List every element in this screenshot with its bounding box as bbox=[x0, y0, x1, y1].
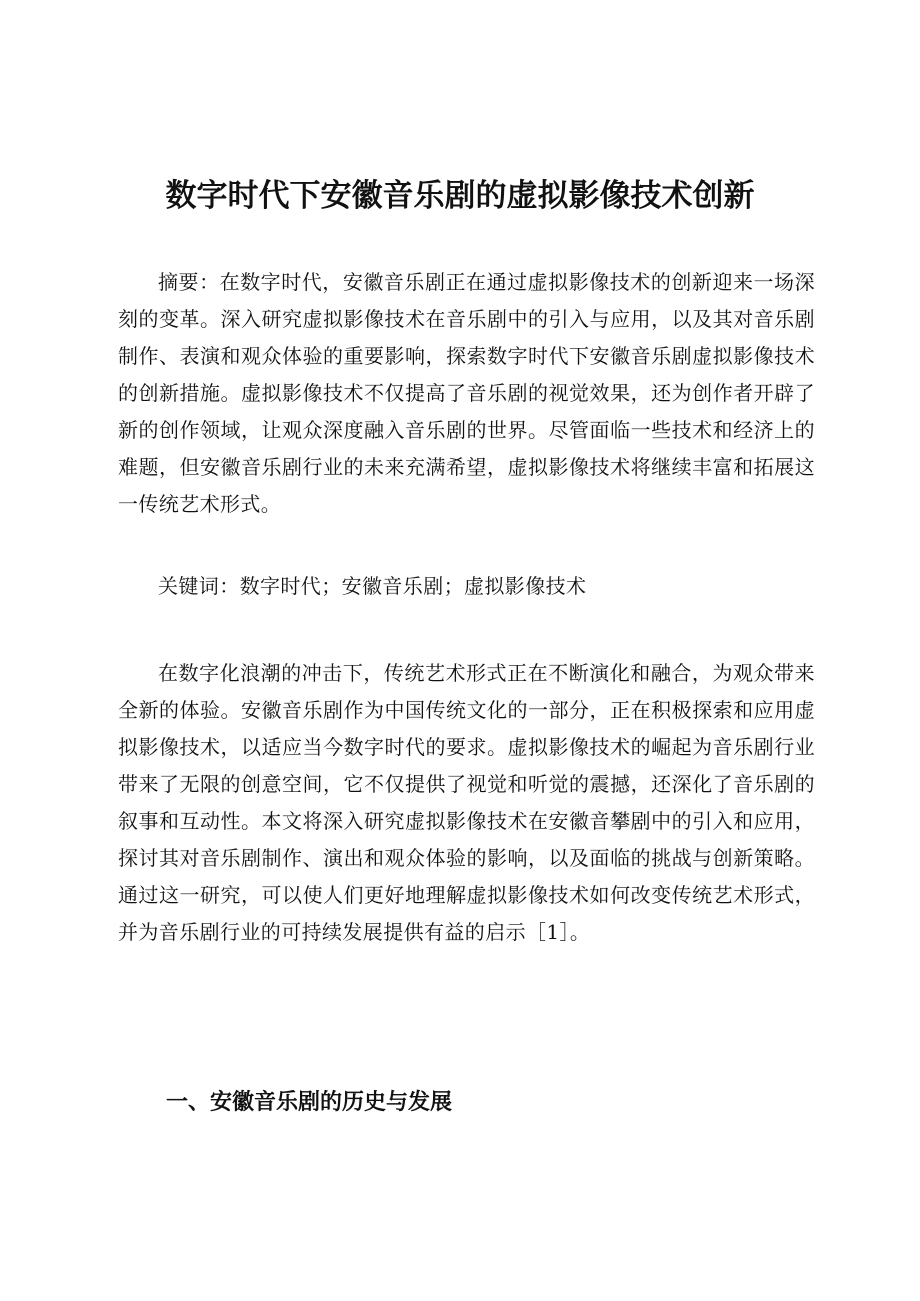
abstract-text: 在数字时代，安徽音乐剧正在通过虚拟影像技术的创新迎来一场深刻的变革。深入研究虚拟影像技术在音乐剧中的引入与应用，以及其对音乐剧制作、表演和观众体验的重要影响，探索数字时代下安徽音乐剧虚拟影像技术的创新措施。虚拟影像技术不仅提高了音乐剧的视觉效果，还为创作者开辟了新的创作领域，让观众深度融入音乐剧的世界。尽管面临一些技术和经济上的难题，但安徽音乐剧行业的未来充满希望，虚拟影像技术将继续丰富和拓展这一传统艺术形式。 bbox=[118, 270, 815, 516]
abstract-label: 摘要： bbox=[158, 270, 220, 294]
document-title: 数字时代下安徽音乐剧的虚拟影像技术创新 bbox=[165, 178, 755, 214]
intro-paragraph: 在数字化浪潮的冲击下，传统艺术形式正在不断演化和融合，为观众带来全新的体验。安徽音乐剧作为中国传统文化的一部分，正在积极探索和应用虚拟影像技术，以适应当今数字时代的要求。虚拟影像技术的崛起为音乐剧行业带来了无限的创意空间，它不仅提供了视觉和听觉的震撼，还深化了音乐剧的叙事和互动性。本文将深入研究虚拟影像技术在安徽音攀剧中的引入和应用，探讨其对音乐剧制作、演出和观众体验的影响，以及面临的挑战与创新策略。通过这一研究，可以使人们更好地理解虚拟影像技术如何改变传统艺术形式，并为音乐剧行业的可持续发展提供有益的启示［1］。 bbox=[118, 661, 815, 944]
keywords-paragraph bbox=[118, 568, 815, 605]
section-heading: 一、安徽音乐剧的历史与发展 bbox=[166, 1090, 453, 1115]
keywords-text: 数字时代；安徽音乐剧；虚拟影像技术 bbox=[239, 574, 587, 598]
abstract-paragraph bbox=[118, 264, 815, 523]
keywords-label: 关键词： bbox=[158, 574, 240, 598]
